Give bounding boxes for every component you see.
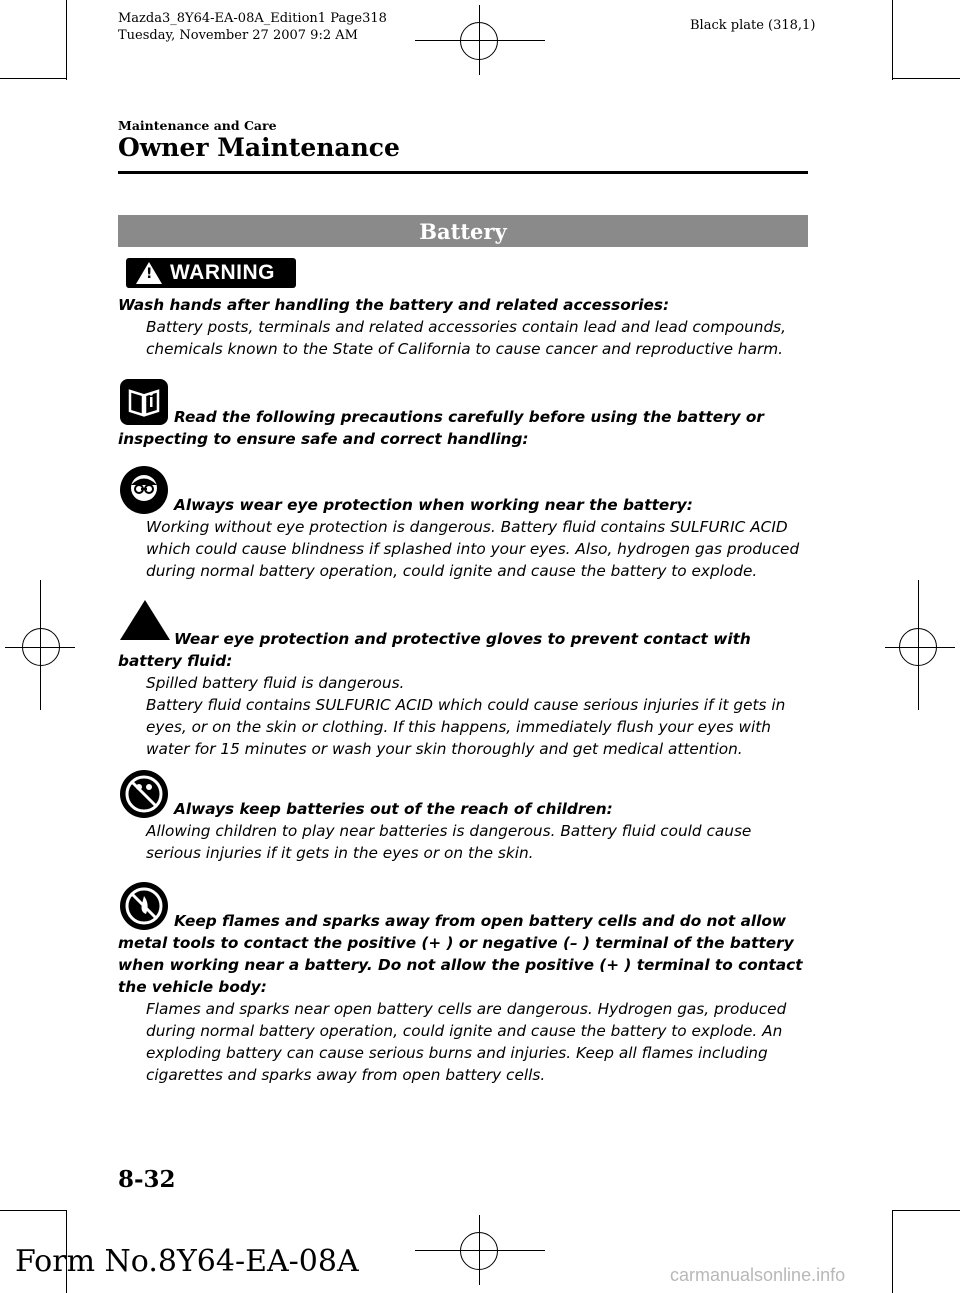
eye-body: Working without eye protection is dangerous. Battery fluid contains SULFURIC ACID which could cause blindness if splashed into your eyes. Also, hydrogen gas produced during normal battery operation, could ignite and cause the battery to explode. <box>146 518 800 580</box>
flames-block <box>118 910 808 1086</box>
section-label: Maintenance and Care <box>118 118 277 133</box>
read-block <box>118 406 808 450</box>
eye-block <box>118 494 808 582</box>
page-title: Owner Maintenance <box>118 133 400 162</box>
section-banner: Battery <box>118 215 808 247</box>
warning-triangle-icon: ! <box>136 262 162 284</box>
watermark: carmanualsonline.info <box>670 1265 846 1285</box>
print-info <box>118 10 387 44</box>
eye-title: Always wear eye protection when working near the battery: <box>174 496 693 514</box>
gloves-block <box>118 628 808 760</box>
print-line-1: Mazda3_8Y64-EA-08A_Edition1 Page318 <box>118 11 387 26</box>
form-number: Form No.8Y64-EA-08A <box>15 1244 359 1279</box>
wash-title: Wash hands after handling the battery and related accessories: <box>118 296 670 314</box>
page-number: 8-32 <box>118 1166 176 1193</box>
children-block <box>118 798 808 864</box>
gloves-body-2: Battery fluid contains SULFURIC ACID which could cause serious injuries if it gets in eyes, or on the skin or clothing. If this happens, immediately flush your eyes with water for 15 minutes or wash your skin thoroughly and get medical attention. <box>146 696 786 758</box>
warning-label: WARNING <box>170 261 275 284</box>
flames-body: Flames and sparks near open battery cells are dangerous. Hydrogen gas, produced during normal battery operation, could ignite and cause the battery to explode. An exploding battery can cause serious burns and injuries. Keep all flames including cigarettes and sparks away from open battery cells. <box>146 1000 787 1084</box>
flames-title: Keep flames and sparks away from open battery cells and do not allow metal tools to contact the positive (+ ) or negative (– ) terminal of the battery when working near a battery. Do not allow the positive (+ ) terminal to contact the vehicle body: <box>118 912 803 996</box>
read-title: Read the following precautions carefully before using the battery or inspecting to ensure safe and correct handling: <box>118 408 764 448</box>
wash-body: Battery posts, terminals and related accessories contain lead and lead compounds, chemicals known to the State of California to cause cancer and reproductive harm. <box>146 318 787 358</box>
children-body: Allowing children to play near batteries is dangerous. Battery fluid could cause serious injuries if it gets in the eyes or on the skin. <box>146 822 752 862</box>
print-line-2: Tuesday, November 27 2007 9:2 AM <box>118 28 358 43</box>
gloves-title: Wear eye protection and protective gloves to prevent contact with battery fluid: <box>118 630 751 670</box>
warning-badge <box>126 258 296 288</box>
plate-label: Black plate (318,1) <box>690 18 816 33</box>
children-title: Always keep batteries out of the reach of children: <box>174 800 613 818</box>
wash-block <box>118 294 808 360</box>
title-rule <box>118 171 808 174</box>
gloves-body-1: Spilled battery fluid is dangerous. <box>146 674 405 692</box>
